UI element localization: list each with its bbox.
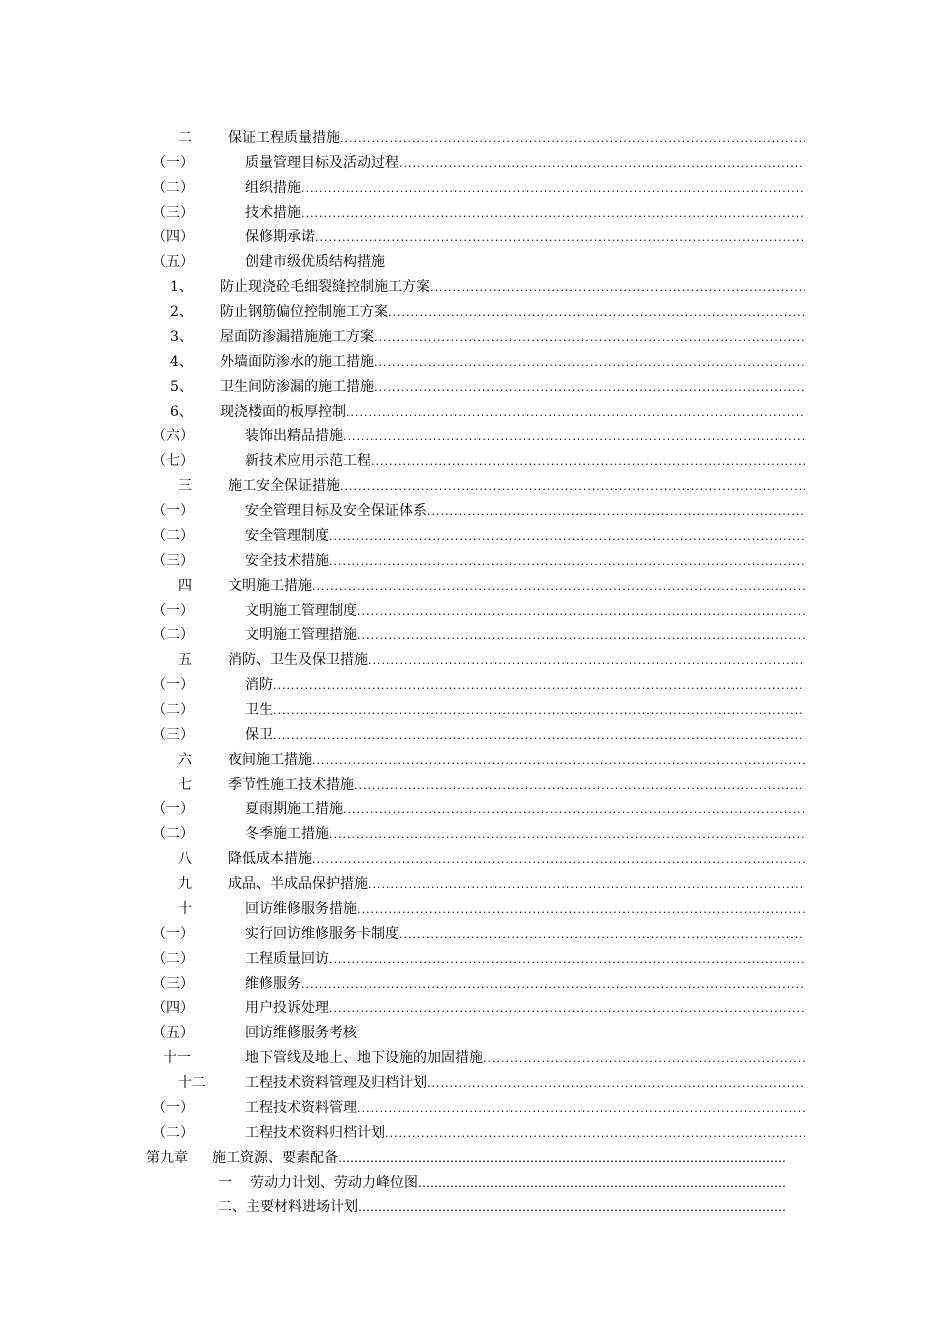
toc-entry[interactable] — [0, 948, 950, 970]
toc-entry-number: 十 — [178, 900, 192, 917]
toc-dot-leader — [301, 178, 805, 200]
toc-entry-number: （五） — [152, 254, 194, 271]
toc-entry-title: 回访维修服务考核 — [245, 1025, 357, 1042]
toc-dot-leader — [338, 1147, 785, 1169]
toc-entry-title: 文明施工管理措施 — [245, 627, 357, 644]
toc-entry-number: 1、 — [170, 279, 193, 296]
toc-entry[interactable] — [0, 326, 950, 348]
toc-entry[interactable] — [0, 774, 950, 796]
chapter-entry-title: 劳动力计划、劳动力峰位图 — [250, 1174, 418, 1191]
toc-entry[interactable] — [0, 749, 950, 771]
toc-entry-number: （六） — [152, 428, 194, 445]
toc-dot-leader — [315, 227, 805, 249]
toc-entry-title: 消防 — [245, 677, 273, 694]
toc-entry-number: （二） — [152, 1124, 194, 1141]
toc-entry-title: 地下管线及地上、地下设施的加固措施 — [245, 1050, 483, 1067]
toc-entry-title: 季节性施工技术措施 — [228, 776, 354, 793]
toc-dot-leader — [329, 526, 805, 548]
toc-dot-leader — [329, 551, 805, 573]
toc-entry[interactable] — [0, 1097, 950, 1119]
toc-dot-leader — [371, 451, 805, 473]
toc-entry[interactable] — [0, 724, 950, 746]
toc-dot-leader — [301, 203, 805, 225]
toc-entry-title: 保卫 — [245, 726, 273, 743]
toc-entry-title: 文明施工措施 — [228, 577, 312, 594]
toc-entry-title: 实行回访维修服务卡制度 — [245, 925, 399, 942]
toc-entry-number: （一） — [152, 602, 194, 619]
toc-entry-number: （二） — [152, 950, 194, 967]
chapter-heading[interactable] — [0, 1147, 950, 1169]
toc-entry[interactable] — [0, 1022, 950, 1044]
toc-entry-title: 安全管理目标及安全保证体系 — [245, 503, 427, 520]
toc-entry-number: （一） — [152, 154, 194, 171]
toc-dot-leader — [312, 849, 805, 871]
toc-entry-title: 文明施工管理制度 — [245, 602, 357, 619]
toc-entry-number: （四） — [152, 229, 194, 246]
toc-entry-title: 现浇楼面的板厚控制 — [220, 403, 346, 420]
toc-entry-number: 七 — [178, 776, 192, 793]
toc-dot-leader — [388, 302, 805, 324]
toc-entry-title: 工程技术资料管理及归档计划 — [245, 1075, 427, 1092]
toc-dot-leader — [340, 128, 805, 150]
toc-entry-number: 四 — [178, 577, 192, 594]
toc-entry-number: （三） — [152, 552, 194, 569]
toc-entry[interactable] — [0, 873, 950, 895]
toc-dot-leader — [346, 402, 805, 424]
toc-entry[interactable] — [0, 1122, 950, 1144]
toc-entry[interactable] — [0, 475, 950, 497]
toc-dot-leader — [385, 1123, 805, 1145]
toc-dot-leader — [418, 1172, 785, 1194]
toc-entry[interactable] — [0, 425, 950, 447]
toc-entry[interactable] — [0, 798, 950, 820]
toc-entry-title: 外墙面防渗水的施工措施 — [220, 353, 374, 370]
toc-entry-title: 屋面防渗漏措施施工方案 — [220, 328, 374, 345]
chapter-title: 施工资源、要素配备 — [212, 1149, 338, 1166]
toc-entry-number: 三 — [178, 478, 192, 495]
toc-entry-number: 十一 — [163, 1050, 191, 1067]
toc-entry-title: 防止现浇砼毛细裂缝控制施工方案 — [220, 279, 430, 296]
toc-entry-number: （四） — [152, 1000, 194, 1017]
toc-entry[interactable] — [0, 898, 950, 920]
toc-entry[interactable] — [0, 1047, 950, 1069]
toc-dot-leader — [343, 426, 805, 448]
toc-entry-title: 工程技术资料管理 — [245, 1099, 357, 1116]
toc-entry-number: 4、 — [170, 353, 193, 370]
toc-entry-number: （二） — [152, 179, 194, 196]
toc-entry[interactable] — [0, 973, 950, 995]
toc-entry[interactable] — [0, 649, 950, 671]
toc-entry-title: 冬季施工措施 — [245, 826, 329, 843]
toc-entry-number: 五 — [178, 652, 192, 669]
toc-dot-leader — [329, 824, 805, 846]
toc-dot-leader — [427, 1073, 805, 1095]
toc-entry-title: 防止钢筋偏位控制施工方案 — [220, 304, 388, 321]
toc-dot-leader — [374, 377, 805, 399]
toc-entry-number: （一） — [152, 1099, 194, 1116]
toc-dot-leader — [399, 924, 805, 946]
toc-entry[interactable] — [0, 624, 950, 646]
toc-dot-leader — [329, 949, 805, 971]
toc-entry[interactable] — [0, 500, 950, 522]
toc-entry-number: 5、 — [170, 378, 193, 395]
toc-entry-number: （二） — [152, 627, 194, 644]
toc-dot-leader — [430, 277, 805, 299]
toc-entry-title: 工程技术资料归档计划 — [245, 1124, 385, 1141]
chapter-entry-number: 一 — [218, 1174, 232, 1191]
chapter-number: 第九章 — [146, 1149, 188, 1166]
toc-entry-title: 工程质量回访 — [245, 950, 329, 967]
toc-entry[interactable] — [0, 376, 950, 398]
toc-entry-title: 安全管理制度 — [245, 527, 329, 544]
toc-dot-leader — [358, 1196, 785, 1218]
toc-entry[interactable] — [0, 997, 950, 1019]
toc-dot-leader — [357, 625, 805, 647]
toc-entry-title: 消防、卫生及保卫措施 — [228, 652, 368, 669]
toc-entry[interactable] — [0, 152, 950, 174]
toc-entry[interactable] — [0, 351, 950, 373]
toc-dot-leader — [374, 327, 805, 349]
toc-entry-title: 成品、半成品保护措施 — [228, 876, 368, 893]
toc-entry-number: （一） — [152, 503, 194, 520]
toc-dot-leader — [374, 352, 805, 374]
toc-entry-number: （二） — [152, 527, 194, 544]
toc-entry-number: （二） — [152, 826, 194, 843]
toc-entry[interactable] — [0, 674, 950, 696]
toc-dot-leader — [343, 799, 805, 821]
toc-entry-title: 保证工程质量措施 — [228, 130, 340, 146]
chapter-entry[interactable] — [0, 1196, 950, 1218]
toc-entry-number: （三） — [152, 204, 194, 221]
toc-dot-leader — [354, 775, 805, 797]
toc-entry[interactable] — [0, 1072, 950, 1094]
toc-entry-title: 夜间施工措施 — [228, 751, 312, 768]
toc-entry[interactable] — [0, 550, 950, 572]
chapter-entry[interactable] — [0, 1172, 950, 1194]
toc-dot-leader — [273, 700, 805, 722]
toc-entry[interactable] — [0, 177, 950, 199]
toc-entry[interactable] — [0, 251, 950, 273]
toc-entry-number: （七） — [152, 453, 194, 470]
toc-entry-number: 3、 — [170, 328, 193, 345]
toc-entry-number: （一） — [152, 925, 194, 942]
toc-dot-leader — [340, 476, 805, 498]
toc-entry-number: （三） — [152, 726, 194, 743]
toc-entry-number: 2、 — [170, 304, 193, 321]
toc-dot-leader — [329, 998, 805, 1020]
toc-entry-title: 质量管理目标及活动过程 — [245, 154, 399, 171]
toc-entry-title: 用户投诉处理 — [245, 1000, 329, 1017]
toc-entry-number: （五） — [152, 1025, 194, 1042]
toc-dot-leader — [368, 650, 805, 672]
toc-entry-title: 装饰出精品措施 — [245, 428, 343, 445]
toc-entry[interactable] — [0, 276, 950, 298]
toc-entry-number: 八 — [178, 851, 192, 868]
toc-entry[interactable] — [0, 226, 950, 248]
toc-entry-title: 降低成本措施 — [228, 851, 312, 868]
toc-entry[interactable] — [0, 127, 950, 149]
toc-entry-number: （一） — [152, 801, 194, 818]
toc-entry-title: 安全技术措施 — [245, 552, 329, 569]
toc-entry-title: 保修期承诺 — [245, 229, 315, 246]
toc-dot-leader — [483, 1048, 805, 1070]
toc-entry[interactable] — [0, 401, 950, 423]
toc-entry[interactable] — [0, 450, 950, 472]
toc-dot-leader — [357, 601, 805, 623]
toc-dot-leader — [357, 1098, 805, 1120]
toc-entry[interactable] — [0, 575, 950, 597]
toc-entry-number: （三） — [152, 975, 194, 992]
toc-dot-leader — [312, 576, 805, 598]
toc-entry-title: 技术措施 — [245, 204, 301, 221]
toc-entry-title: 新技术应用示范工程 — [245, 453, 371, 470]
chapter-entry-title: 二、主要材料进场计划 — [218, 1199, 358, 1216]
toc-entry-title: 维修服务 — [245, 975, 301, 992]
toc-entry-number: 二 — [178, 130, 192, 146]
toc-entry-number: （一） — [152, 677, 194, 694]
toc-entry-title: 回访维修服务措施 — [245, 900, 357, 917]
toc-entry-title: 卫生间防渗漏的施工措施 — [220, 378, 374, 395]
toc-entry[interactable] — [0, 699, 950, 721]
toc-entry[interactable] — [0, 202, 950, 224]
toc-entry-title: 创建市级优质结构措施 — [245, 254, 385, 271]
toc-dot-leader — [427, 501, 805, 523]
toc-dot-leader — [301, 974, 805, 996]
toc-dot-leader — [312, 750, 805, 772]
toc-entry-title: 施工安全保证措施 — [228, 478, 340, 495]
toc-entry-title: 组织措施 — [245, 179, 301, 196]
toc-entry-number: 6、 — [170, 403, 193, 420]
toc-entry-number: 十二 — [178, 1075, 206, 1092]
toc-entry-number: 六 — [178, 751, 192, 768]
toc-entry[interactable] — [0, 525, 950, 547]
toc-entry[interactable] — [0, 848, 950, 870]
toc-entry[interactable] — [0, 823, 950, 845]
toc-entry-title: 夏雨期施工措施 — [245, 801, 343, 818]
toc-dot-leader — [368, 874, 805, 896]
toc-entry-number: （二） — [152, 702, 194, 718]
toc-entry[interactable] — [0, 301, 950, 323]
toc-dot-leader — [273, 675, 805, 697]
toc-dot-leader — [357, 899, 805, 921]
toc-dot-leader — [273, 725, 805, 747]
toc-entry[interactable] — [0, 600, 950, 622]
toc-entry[interactable] — [0, 923, 950, 945]
toc-entry-number: 九 — [178, 876, 192, 893]
toc-dot-leader — [399, 153, 805, 175]
toc-entry-title: 卫生 — [245, 702, 273, 718]
